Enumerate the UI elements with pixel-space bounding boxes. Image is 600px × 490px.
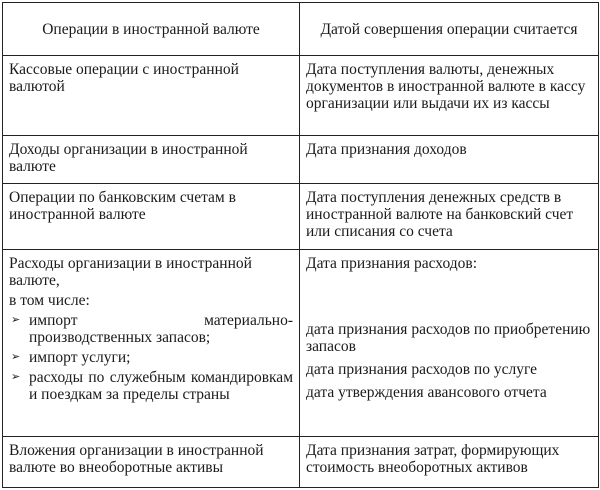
list-item	[9, 349, 293, 366]
table-header-row	[3, 3, 599, 56]
operation-cell: Кассовые операции с иностранной валютой	[3, 55, 300, 135]
date-cell	[300, 249, 599, 437]
arrow-bullet-icon: ➢	[11, 370, 21, 383]
item-text: импорт услуги;	[29, 348, 131, 366]
item-date: дата признания расходов по приобретению запасов	[306, 320, 591, 355]
table-row	[3, 55, 599, 135]
operation-cell: Доходы организации в иностранной валюте	[3, 135, 300, 184]
arrow-bullet-icon: ➢	[11, 350, 21, 363]
header-operations: Операции в иностранной валюте	[3, 3, 300, 56]
operation-cell: Вложения организации в иностранной валюте во внеоборотные активы	[3, 437, 300, 488]
currency-operations-table	[2, 2, 599, 488]
item-date: дата утверждения авансового отчета	[306, 383, 547, 401]
expenses-date-title: Дата признания расходов:	[306, 254, 478, 272]
including-label: в том числе:	[9, 291, 90, 309]
table-row-expenses	[3, 249, 599, 437]
operation-cell: Операции по банковским счетам в иностранной валюте	[3, 184, 300, 249]
arrow-bullet-icon: ➢	[11, 313, 21, 326]
list-item	[9, 312, 293, 346]
table-row	[3, 135, 599, 184]
table-row	[3, 184, 599, 249]
date-cell: Дата признания затрат, формирующих стоимость внеоборотных активов	[300, 437, 599, 488]
list-item	[9, 369, 293, 403]
date-cell: Дата поступления валюты, денежных документов в иностранной валюте в кассу организации или выдачи их из кассы	[300, 55, 599, 135]
header-date: Датой совершения операции считается	[300, 3, 599, 56]
table-row	[3, 437, 599, 488]
date-cell: Дата признания доходов	[300, 135, 599, 184]
item-text: расходы по служебным командировкам и поездкам за пределы страны	[29, 368, 293, 403]
item-date: дата признания расходов по услуге	[306, 360, 537, 378]
date-cell: Дата поступления денежных средств в иностранной валюте на банковский счет или списания со счета	[300, 184, 599, 249]
operation-cell	[3, 249, 300, 437]
expenses-title: Расходы организации в иностранной валюте,	[9, 254, 252, 289]
item-text: импорт материально-производственных запасов;	[29, 311, 293, 346]
